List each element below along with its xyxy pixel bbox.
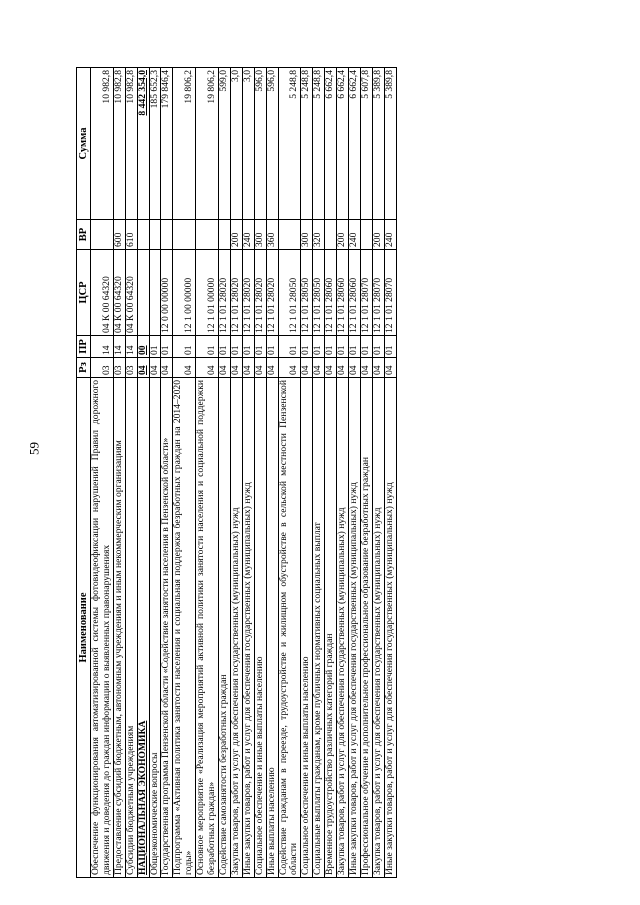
cell-vr	[173, 220, 196, 250]
cell-rz: 04	[173, 358, 196, 378]
cell-name: Основное мероприятие «Реализация мероприятий активной политики занятости населения и социальной поддержки безработных граждан»	[196, 378, 219, 878]
table-row	[149, 68, 161, 878]
cell-name: Закупка товаров, работ и услуг для обеспечения государственных (муниципальных) нужд	[372, 378, 384, 878]
cell-pr: 01	[242, 336, 254, 358]
cell-name: Иные закупки товаров, работ и услуг для обеспечения государственных (муниципальных) нужд	[348, 378, 360, 878]
cell-name: Иные закупки товаров, работ и услуг для обеспечения государственных (муниципальных) нужд	[384, 378, 396, 878]
cell-name: Социальное обеспечение и иные выплаты населению	[301, 378, 313, 878]
table-row	[266, 68, 278, 878]
cell-sum: 596,0	[266, 68, 278, 220]
cell-rz: 03	[91, 358, 114, 378]
cell-pr: 01	[161, 336, 173, 358]
table-row	[301, 68, 313, 878]
cell-vr: 240	[384, 220, 396, 250]
cell-sum: 5 248,8	[313, 68, 325, 220]
cell-vr	[196, 220, 219, 250]
cell-name: Подпрограмма «Активная политика занятости населения и социальная поддержка безработных граждан на 2014–2020 годы»	[173, 378, 196, 878]
cell-csr	[137, 250, 149, 336]
cell-sum: 10 982,8	[125, 68, 137, 220]
cell-name: Государственная программа Пензенской области «Содействие занятости населения в Пензенской области»	[161, 378, 173, 878]
cell-vr: 200	[372, 220, 384, 250]
budget-table	[76, 67, 397, 878]
cell-rz: 04	[254, 358, 266, 378]
cell-vr: 240	[242, 220, 254, 250]
cell-pr: 01	[149, 336, 161, 358]
header-pr: ПР	[77, 336, 91, 358]
table-row	[137, 68, 149, 878]
cell-vr: 240	[348, 220, 360, 250]
cell-csr: 12 1 01 28070	[384, 250, 396, 336]
table-row	[218, 68, 230, 878]
cell-pr: 01	[325, 336, 337, 358]
cell-vr: 320	[313, 220, 325, 250]
cell-name: Содействие гражданам в переезде, трудоустройстве и жилищном обустройстве в сельской местности Пензенской области	[278, 378, 301, 878]
cell-pr: 01	[301, 336, 313, 358]
cell-name: Общеэкономические вопросы	[149, 378, 161, 878]
cell-pr: 01	[313, 336, 325, 358]
cell-sum: 3,0	[242, 68, 254, 220]
cell-csr	[149, 250, 161, 336]
cell-pr: 01	[196, 336, 219, 358]
cell-sum: 6 662,4	[337, 68, 349, 220]
cell-csr: 12 1 01 28020	[242, 250, 254, 336]
cell-pr: 01	[173, 336, 196, 358]
cell-rz: 04	[384, 358, 396, 378]
cell-rz: 04	[242, 358, 254, 378]
cell-vr	[137, 220, 149, 250]
cell-csr: 12 1 01 28060	[325, 250, 337, 336]
cell-csr: 04 К 00 64320	[125, 250, 137, 336]
cell-name: Социальные выплаты гражданам, кроме публичных нормативных социальных выплат	[313, 378, 325, 878]
header-rz: Рз	[77, 358, 91, 378]
cell-rz: 04	[218, 358, 230, 378]
table-row	[91, 68, 114, 878]
cell-vr	[278, 220, 301, 250]
cell-vr	[149, 220, 161, 250]
cell-sum: 19 806,2	[173, 68, 196, 220]
cell-name: Социальное обеспечение и иные выплаты населению	[254, 378, 266, 878]
cell-name: Профессиональное обучение и дополнительное профессиональное образование безработных граждан	[360, 378, 372, 878]
cell-sum: 185 652,3	[149, 68, 161, 220]
cell-pr: 01	[254, 336, 266, 358]
cell-csr: 12 1 01 28020	[230, 250, 242, 336]
cell-name: Закупка товаров, работ и услуг для обеспечения государственных (муниципальных) нужд	[230, 378, 242, 878]
cell-pr: 00	[137, 336, 149, 358]
cell-vr: 200	[337, 220, 349, 250]
cell-sum: 3,0	[230, 68, 242, 220]
cell-pr: 14	[113, 336, 125, 358]
cell-rz: 04	[149, 358, 161, 378]
cell-sum: 5 248,8	[301, 68, 313, 220]
page-number: 59	[26, 442, 42, 455]
table-row	[348, 68, 360, 878]
header-name: Наименование	[77, 378, 91, 878]
cell-sum: 179 846,4	[161, 68, 173, 220]
cell-vr: 200	[230, 220, 242, 250]
header-sum: Сумма	[77, 68, 91, 220]
cell-vr	[360, 220, 372, 250]
cell-rz: 04	[372, 358, 384, 378]
cell-pr: 01	[384, 336, 396, 358]
cell-csr: 04 К 00 64320	[91, 250, 114, 336]
cell-sum: 10 982,8	[91, 68, 114, 220]
cell-csr: 12 1 01 28050	[301, 250, 313, 336]
cell-vr: 300	[254, 220, 266, 250]
cell-pr: 01	[278, 336, 301, 358]
cell-rz: 03	[125, 358, 137, 378]
cell-name: Обеспечение функционирования автоматизированной системы фотовидеофиксации нарушений Правил дорожного движения и доведения до граждан информации о выявленных правонарушениях	[91, 378, 114, 878]
table-row	[196, 68, 219, 878]
cell-csr: 12 1 01 28020	[218, 250, 230, 336]
cell-vr: 610	[125, 220, 137, 250]
cell-sum: 599,0	[218, 68, 230, 220]
table-row	[325, 68, 337, 878]
cell-csr: 12 1 01 28020	[254, 250, 266, 336]
table-row	[113, 68, 125, 878]
cell-name: НАЦИОНАЛЬНАЯ ЭКОНОМИКА	[137, 378, 149, 878]
cell-csr: 12 0 00 00000	[161, 250, 173, 336]
cell-csr: 12 1 01 28070	[360, 250, 372, 336]
cell-sum: 5 248,8	[278, 68, 301, 220]
cell-rz: 04	[337, 358, 349, 378]
cell-name: Закупка товаров, работ и услуг для обеспечения государственных (муниципальных) нужд	[337, 378, 349, 878]
cell-rz: 04	[161, 358, 173, 378]
cell-vr: 300	[301, 220, 313, 250]
cell-name: Иные выплаты населению	[266, 378, 278, 878]
table-header-row	[77, 68, 91, 878]
cell-csr: 04 К 00 64320	[113, 250, 125, 336]
cell-csr: 12 1 01 00000	[196, 250, 219, 336]
cell-csr: 12 1 01 28070	[372, 250, 384, 336]
table-row	[278, 68, 301, 878]
cell-rz: 04	[348, 358, 360, 378]
cell-sum: 5 389,8	[372, 68, 384, 220]
cell-rz: 04	[230, 358, 242, 378]
cell-pr: 14	[91, 336, 114, 358]
cell-csr: 12 1 00 00000	[173, 250, 196, 336]
table-row	[254, 68, 266, 878]
cell-name: Временное трудоустройство различных категорий граждан	[325, 378, 337, 878]
cell-rz: 03	[113, 358, 125, 378]
cell-sum: 8 442 354,0	[137, 68, 149, 220]
table-row	[161, 68, 173, 878]
cell-rz: 04	[266, 358, 278, 378]
cell-pr: 01	[360, 336, 372, 358]
cell-pr: 01	[372, 336, 384, 358]
cell-csr: 12 1 01 28060	[337, 250, 349, 336]
cell-pr: 14	[125, 336, 137, 358]
cell-name: Субсидии бюджетным учреждениям	[125, 378, 137, 878]
cell-pr: 01	[348, 336, 360, 358]
table-row	[313, 68, 325, 878]
cell-csr: 12 1 01 28020	[266, 250, 278, 336]
cell-vr	[91, 220, 114, 250]
header-vr: ВР	[77, 220, 91, 250]
cell-vr	[325, 220, 337, 250]
table-row	[372, 68, 384, 878]
cell-rz: 04	[301, 358, 313, 378]
cell-rz: 04	[278, 358, 301, 378]
cell-rz: 04	[325, 358, 337, 378]
table-row	[360, 68, 372, 878]
cell-sum: 6 662,4	[348, 68, 360, 220]
cell-sum: 5 607,8	[360, 68, 372, 220]
table-row	[173, 68, 196, 878]
cell-pr: 01	[337, 336, 349, 358]
cell-name: Иные закупки товаров, работ и услуг для обеспечения государственных (муниципальных) нужд	[242, 378, 254, 878]
cell-rz: 04	[313, 358, 325, 378]
cell-pr: 01	[230, 336, 242, 358]
cell-vr	[218, 220, 230, 250]
rotated-table-area	[76, 68, 586, 878]
cell-pr: 01	[266, 336, 278, 358]
table-row	[230, 68, 242, 878]
cell-sum: 6 662,4	[325, 68, 337, 220]
table-row	[337, 68, 349, 878]
cell-pr: 01	[218, 336, 230, 358]
cell-rz: 04	[196, 358, 219, 378]
cell-csr: 12 1 01 28050	[313, 250, 325, 336]
cell-sum: 19 806,2	[196, 68, 219, 220]
cell-vr: 360	[266, 220, 278, 250]
table-row	[384, 68, 396, 878]
cell-csr: 12 1 01 28050	[278, 250, 301, 336]
cell-vr	[161, 220, 173, 250]
table-row	[125, 68, 137, 878]
cell-rz: 04	[137, 358, 149, 378]
cell-csr: 12 1 01 28060	[348, 250, 360, 336]
cell-sum: 5 389,8	[384, 68, 396, 220]
table-row	[242, 68, 254, 878]
cell-name: Содействие самозанятости безработных граждан	[218, 378, 230, 878]
cell-name: Предоставление субсидий бюджетным, автономным учреждениям и иным некоммерческим организациям	[113, 378, 125, 878]
cell-sum: 10 982,8	[113, 68, 125, 220]
header-csr: ЦСР	[77, 250, 91, 336]
cell-sum: 596,0	[254, 68, 266, 220]
cell-rz: 04	[360, 358, 372, 378]
table-body	[91, 68, 397, 878]
cell-vr: 600	[113, 220, 125, 250]
